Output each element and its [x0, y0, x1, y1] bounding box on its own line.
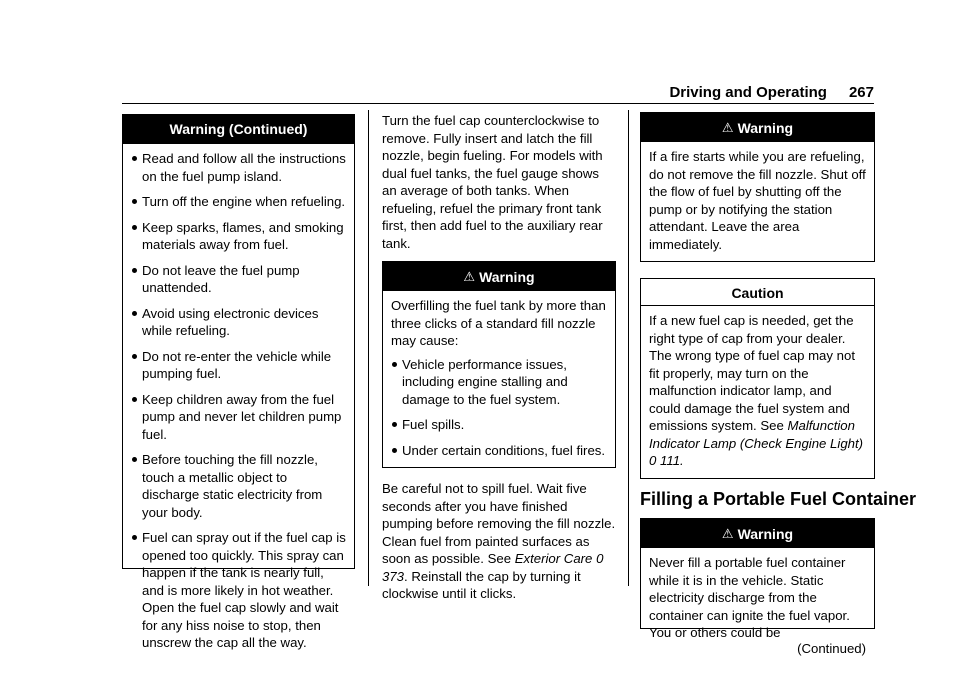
portable-container-warning-box	[640, 518, 875, 656]
list-item: Turn off the engine when refueling.	[131, 193, 346, 211]
mil-link[interactable]: Malfunction Indicator Lamp (Check Engine Light)	[649, 418, 864, 451]
exterior-care-link[interactable]: Exterior Care	[514, 551, 593, 566]
overfill-bullet-list	[391, 356, 607, 460]
continued-label: (Continued)	[797, 640, 866, 656]
warning-bullet-list	[131, 150, 346, 652]
fire-warning-text: If a fire starts while you are refueling, do not remove the fill nozzle. Shut off the flow of fuel by shutting off the pump or by notifying the station attendant. Leave the area immediately.	[649, 149, 866, 252]
list-item: Keep sparks, flames, and smoking materials away from fuel.	[131, 219, 346, 254]
list-item: Before touching the fill nozzle, touch a metallic object to discharge static electricity from your body.	[131, 451, 346, 521]
portable-warning-text: Never fill a portable fuel container while it is in the vehicle. Static electricity discharge from the container can ignite the fuel vapor. You or others could be	[649, 555, 850, 640]
outro-text-end: . Reinstall the cap by turning it clockwise until it clicks.	[382, 568, 581, 601]
warning-icon: ⚠	[463, 269, 476, 284]
overfill-warning-intro: Overfilling the fuel tank by more than three clicks of a standard fill nozzle may cause:	[391, 298, 606, 348]
list-item: Vehicle performance issues, including engine stalling and damage to the fuel system.	[391, 356, 607, 409]
caution-body: If a new fuel cap is needed, get the right type of cap from your dealer. The wrong type of fuel cap may not fit properly, may turn on the malfunction indicator lamp, and could damage the fuel system and emissions system. See	[649, 313, 855, 433]
caution-box	[640, 278, 875, 479]
mil-page-ref[interactable]: 0 111.	[649, 453, 684, 468]
fire-warning-box	[640, 112, 875, 262]
column-3	[640, 112, 917, 656]
warning-continued-box	[122, 114, 355, 650]
warning-continued-title: Warning (Continued)	[123, 115, 354, 144]
exterior-care-page-ref[interactable]: 0 373	[382, 551, 604, 584]
running-header	[669, 84, 874, 101]
column-2	[382, 112, 616, 603]
refuel-outro-paragraph	[382, 480, 616, 603]
warning-icon: ⚠	[721, 120, 734, 135]
fire-warning-title: Warning	[737, 120, 794, 136]
header-rule	[122, 103, 874, 104]
refuel-intro-paragraph: Turn the fuel cap counterclockwise to remove. Fully insert and latch the fill nozzle, begin fueling. For models with dual fuel tanks, the fuel gauge shows an average of both tanks. When refueling, refuel the primary front tank first, then add fuel to the auxiliary rear tank.	[382, 113, 603, 251]
column-divider-2	[628, 110, 629, 586]
section-title: Driving and Operating	[669, 84, 827, 101]
caution-title: Caution	[641, 279, 874, 306]
column-divider-1	[368, 110, 369, 586]
overfill-warning-title: Warning	[479, 269, 535, 285]
section-heading: Filling a Portable Fuel Container	[640, 488, 917, 509]
outro-text: Be careful not to spill fuel. Wait five seconds after you have finished pumping before removing the fill nozzle. Clean fuel from painted surfaces as soon as possible. See	[382, 481, 616, 566]
page-number: 267	[848, 84, 874, 101]
list-item: Do not leave the fuel pump unattended.	[131, 262, 346, 297]
list-item: Keep children away from the fuel pump and never let children pump fuel.	[131, 391, 346, 444]
caution-text	[649, 312, 866, 470]
list-item: Fuel can spray out if the fuel cap is opened too quickly. This spray can happen if the tank is nearly full, and is more likely in hot weather. Open the fuel cap slowly and wait for any hiss noise to stop, then unscrew the cap all the way.	[131, 529, 346, 652]
portable-warning-title: Warning	[737, 526, 794, 542]
list-item: Fuel spills.	[391, 416, 607, 434]
warning-icon: ⚠	[721, 526, 734, 541]
overfill-warning-box	[382, 261, 616, 468]
list-item: Read and follow all the instructions on the fuel pump island.	[131, 150, 346, 185]
list-item: Under certain conditions, fuel fires.	[391, 442, 607, 460]
list-item: Do not re-enter the vehicle while pumping fuel.	[131, 348, 346, 383]
list-item: Avoid using electronic devices while refueling.	[131, 305, 346, 340]
